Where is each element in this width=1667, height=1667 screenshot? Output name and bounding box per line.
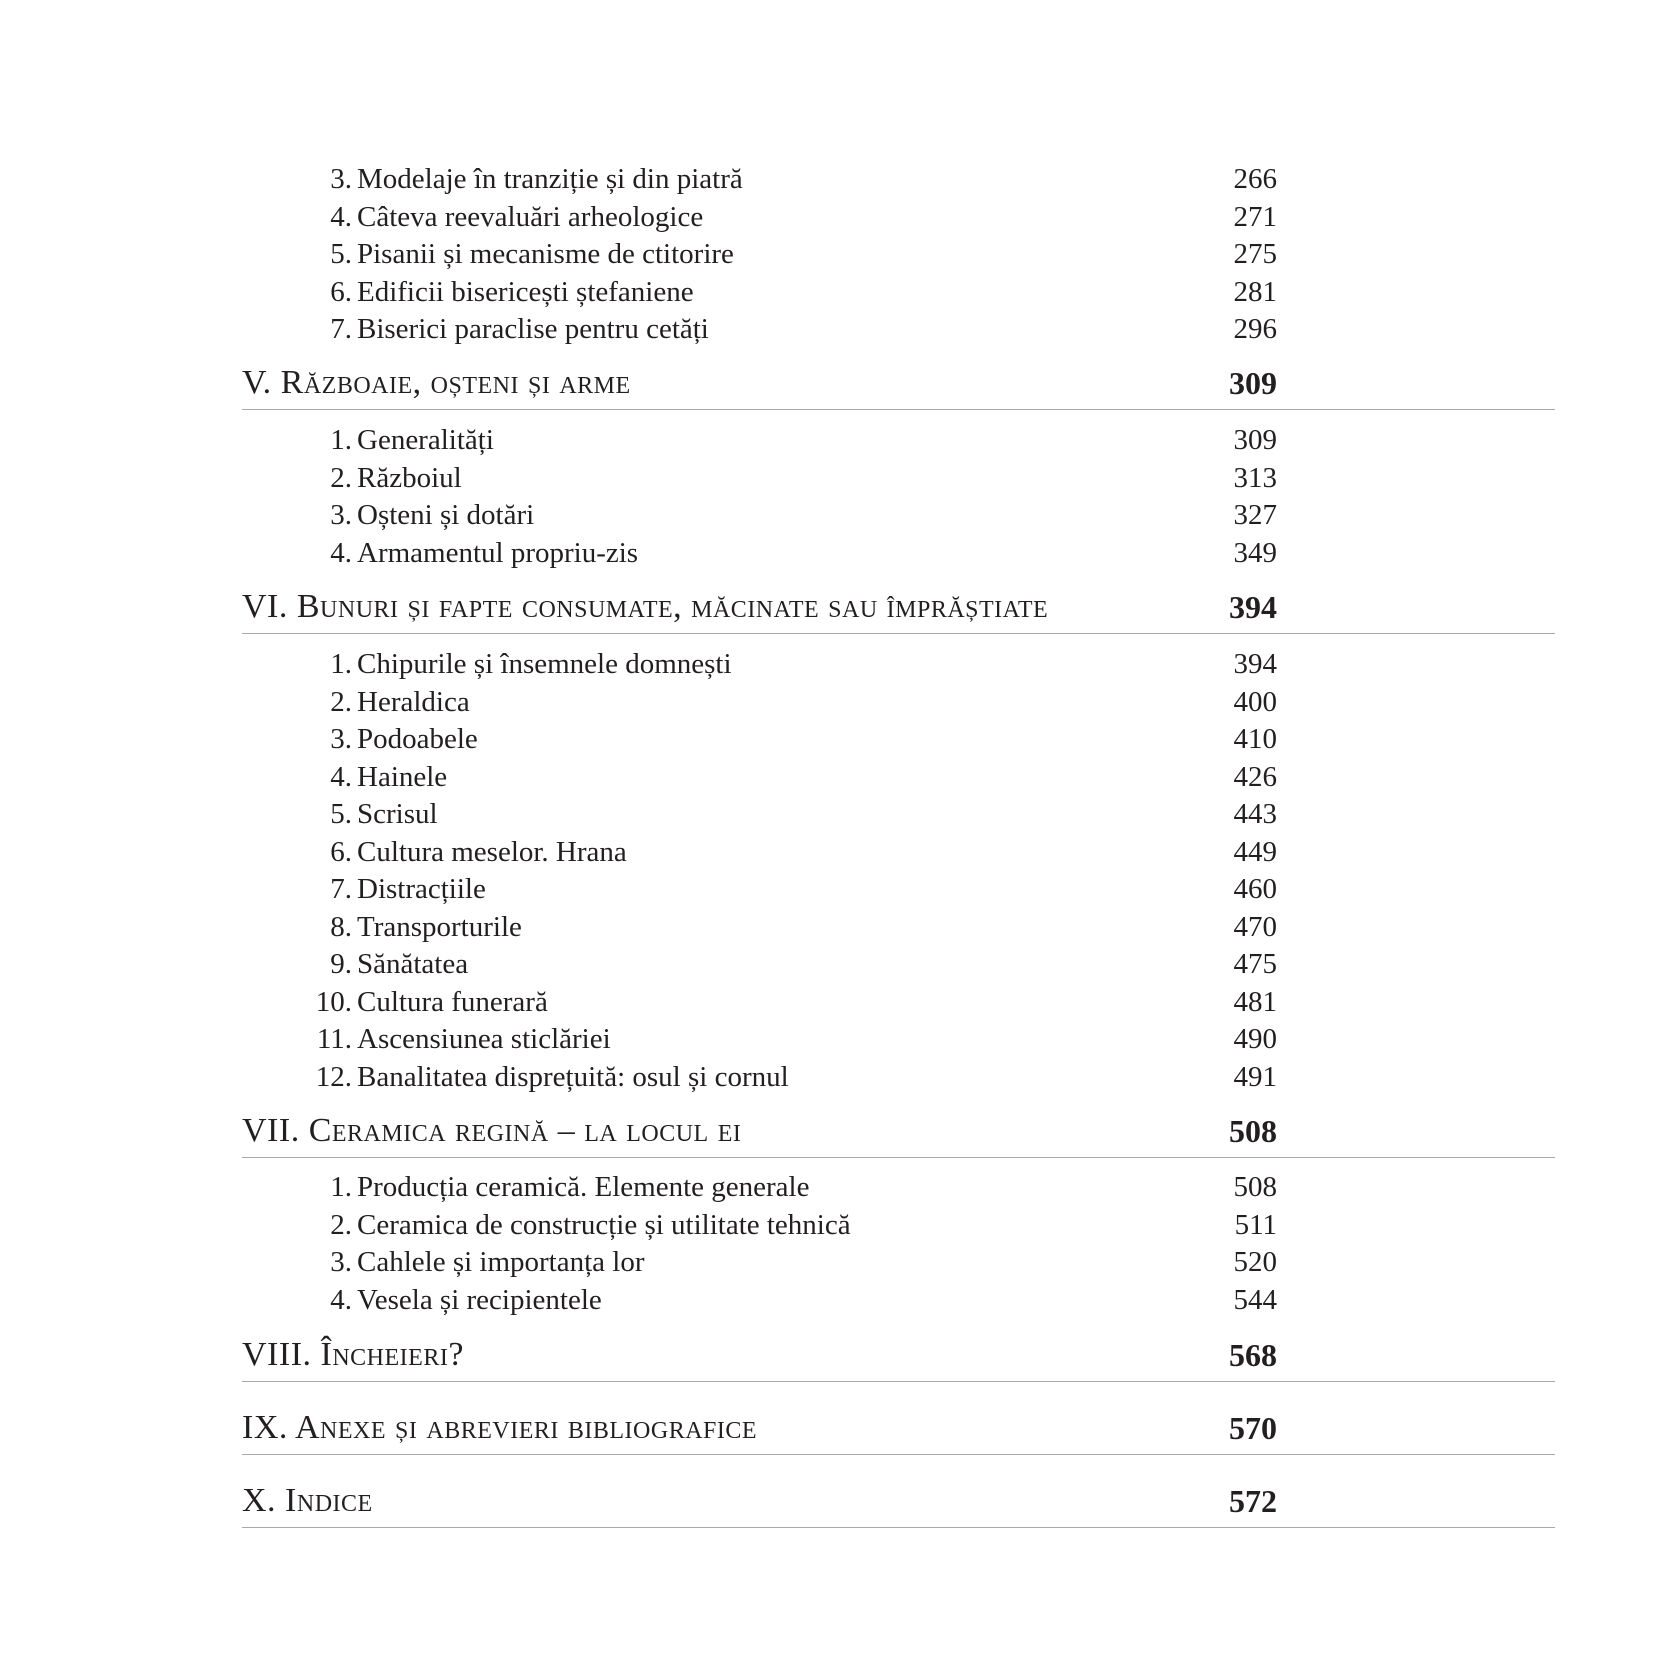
entry-page: 508 <box>1233 1171 1277 1203</box>
entry-title: Sănătatea <box>357 948 469 980</box>
toc-entry[interactable] <box>0 834 1667 871</box>
entry-number: 4. <box>330 200 352 233</box>
entry-page: 309 <box>1233 424 1277 456</box>
entry-page: 460 <box>1233 873 1277 905</box>
entry-page: 281 <box>1233 275 1277 308</box>
toc-entry[interactable] <box>0 1207 1667 1244</box>
entry-number: 7. <box>330 873 352 905</box>
entry-number: 8. <box>330 910 352 943</box>
chapter-heading[interactable] <box>0 1330 1667 1382</box>
entry-page: 275 <box>1233 238 1277 270</box>
entry-page: 544 <box>1233 1283 1277 1316</box>
entry-title: Cahlele și importanța lor <box>357 1246 645 1278</box>
entry-number: 1. <box>330 424 352 456</box>
toc-entry[interactable] <box>0 1059 1667 1096</box>
entry-title: Războiul <box>357 461 462 494</box>
chapter-rule <box>242 1527 1555 1528</box>
toc-entry[interactable] <box>0 1021 1667 1058</box>
toc-entry[interactable] <box>0 422 1667 459</box>
toc-entry[interactable] <box>0 535 1667 572</box>
entry-number: 3. <box>330 723 352 755</box>
chapter-rule <box>242 409 1555 410</box>
chapter-title: VIII. Încheieri? <box>242 1336 464 1373</box>
entry-page: 410 <box>1233 723 1277 755</box>
toc-entry[interactable] <box>0 311 1667 348</box>
toc-entry[interactable] <box>0 909 1667 946</box>
entry-number: 2. <box>330 685 352 718</box>
chapter-page: 568 <box>1229 1337 1277 1373</box>
toc-entry[interactable] <box>0 984 1667 1021</box>
toc-entry[interactable] <box>0 1282 1667 1319</box>
entry-number: 11. <box>316 1023 352 1055</box>
entry-title: Vesela și recipientele <box>357 1283 602 1316</box>
entry-title: Podoabele <box>357 723 478 755</box>
entry-page: 271 <box>1233 200 1277 233</box>
entry-page: 520 <box>1233 1246 1277 1278</box>
chapter-rule <box>242 1454 1555 1455</box>
toc-entry[interactable] <box>0 236 1667 273</box>
entry-page: 443 <box>1233 798 1277 830</box>
entry-title: Armamentul propriu-zis <box>357 536 639 569</box>
chapter-page: 394 <box>1229 589 1277 625</box>
entry-title: Cultura meselor. Hrana <box>357 835 627 868</box>
chapter-heading[interactable] <box>0 1106 1667 1158</box>
chapter-heading[interactable] <box>0 1476 1667 1528</box>
entry-page: 481 <box>1233 985 1277 1018</box>
entry-title: Câteva reevaluări arheologice <box>357 200 704 233</box>
entry-number: 6. <box>330 835 352 868</box>
toc-entry[interactable] <box>0 684 1667 721</box>
toc-entry[interactable] <box>0 946 1667 983</box>
entry-title: Chipurile și însemnele domnești <box>357 648 732 680</box>
toc-entry[interactable] <box>0 161 1667 198</box>
entry-number: 4. <box>330 536 352 569</box>
chapter-title: X. Indice <box>242 1482 373 1519</box>
entry-title: Heraldica <box>357 685 470 718</box>
chapter-page: 508 <box>1229 1113 1277 1149</box>
entry-title: Producția ceramică. Elemente generale <box>357 1171 810 1203</box>
chapter-rule <box>242 1157 1555 1158</box>
toc-entry[interactable] <box>0 1169 1667 1206</box>
entry-title: Ascensiunea sticlăriei <box>357 1023 611 1055</box>
entry-title: Hainele <box>357 760 448 793</box>
chapter-page: 309 <box>1229 365 1277 401</box>
entry-title: Oșteni și dotări <box>357 499 535 531</box>
entry-page: 313 <box>1233 461 1277 494</box>
toc-entry[interactable] <box>0 199 1667 236</box>
chapter-title: IX. Anexe și abrevieri bibliografice <box>242 1409 758 1446</box>
entry-number: 5. <box>330 798 352 830</box>
toc-entry[interactable] <box>0 497 1667 534</box>
entry-title: Transporturile <box>357 910 522 943</box>
chapter-title: V. Războaie, oșteni și arme <box>242 364 631 401</box>
entry-page: 470 <box>1233 910 1277 943</box>
entry-title: Generalități <box>357 424 494 456</box>
entry-page: 266 <box>1233 163 1277 195</box>
entry-title: Edificii bisericești ștefaniene <box>357 275 694 308</box>
entry-number: 7. <box>330 313 352 345</box>
entry-title: Biserici paraclise pentru cetăți <box>357 313 709 345</box>
entry-page: 511 <box>1234 1208 1277 1241</box>
entry-number: 3. <box>330 163 352 195</box>
toc-entry[interactable] <box>0 1244 1667 1281</box>
entry-page: 327 <box>1233 499 1277 531</box>
entry-page: 475 <box>1233 948 1277 980</box>
entry-title: Modelaje în tranziție și din piatră <box>357 163 743 195</box>
entry-page: 426 <box>1233 760 1277 793</box>
entry-page: 491 <box>1233 1060 1277 1093</box>
entry-number: 2. <box>330 461 352 494</box>
toc-entry[interactable] <box>0 759 1667 796</box>
entry-number: 1. <box>330 1171 352 1203</box>
toc-entry[interactable] <box>0 460 1667 497</box>
entry-title: Ceramica de construcție și utilitate tehnică <box>357 1208 851 1241</box>
entry-number: 12. <box>315 1060 352 1093</box>
toc-entry[interactable] <box>0 721 1667 758</box>
entry-number: 9. <box>330 948 352 980</box>
entry-page: 296 <box>1233 313 1277 345</box>
entry-number: 5. <box>330 238 352 270</box>
entry-title: Pisanii și mecanisme de ctitorire <box>357 238 734 270</box>
entry-title: Distracțiile <box>357 873 486 905</box>
entry-title: Banalitatea disprețuită: osul și cornul <box>357 1060 789 1093</box>
entry-number: 3. <box>330 1246 352 1278</box>
entry-title: Scrisul <box>357 798 438 830</box>
entry-page: 394 <box>1233 648 1277 680</box>
entry-number: 4. <box>330 760 352 793</box>
toc-entry[interactable] <box>0 871 1667 908</box>
entry-number: 2. <box>330 1208 352 1241</box>
entry-number: 3. <box>330 499 352 531</box>
toc-entry[interactable] <box>0 796 1667 833</box>
entry-page: 400 <box>1233 685 1277 718</box>
entry-number: 6. <box>330 275 352 308</box>
chapter-title: VII. Ceramica regină – la locul ei <box>242 1112 742 1149</box>
chapter-page: 570 <box>1229 1410 1277 1446</box>
toc-entry[interactable] <box>0 646 1667 683</box>
chapter-page: 572 <box>1229 1483 1277 1519</box>
entry-page: 349 <box>1233 536 1277 569</box>
entry-number: 4. <box>330 1283 352 1316</box>
entry-page: 490 <box>1233 1023 1277 1055</box>
chapter-title: VI. Bunuri și fapte consumate, măcinate sau împrăștiate <box>242 588 1049 625</box>
chapter-rule <box>242 633 1555 634</box>
entry-number: 1. <box>330 648 352 680</box>
entry-number: 10. <box>315 985 352 1018</box>
entry-page: 449 <box>1233 835 1277 868</box>
chapter-heading[interactable] <box>0 1403 1667 1455</box>
toc-entry[interactable] <box>0 274 1667 311</box>
chapter-rule <box>242 1381 1555 1382</box>
entry-title: Cultura funerară <box>357 985 548 1018</box>
chapter-heading[interactable] <box>0 358 1667 410</box>
chapter-heading[interactable] <box>0 582 1667 634</box>
